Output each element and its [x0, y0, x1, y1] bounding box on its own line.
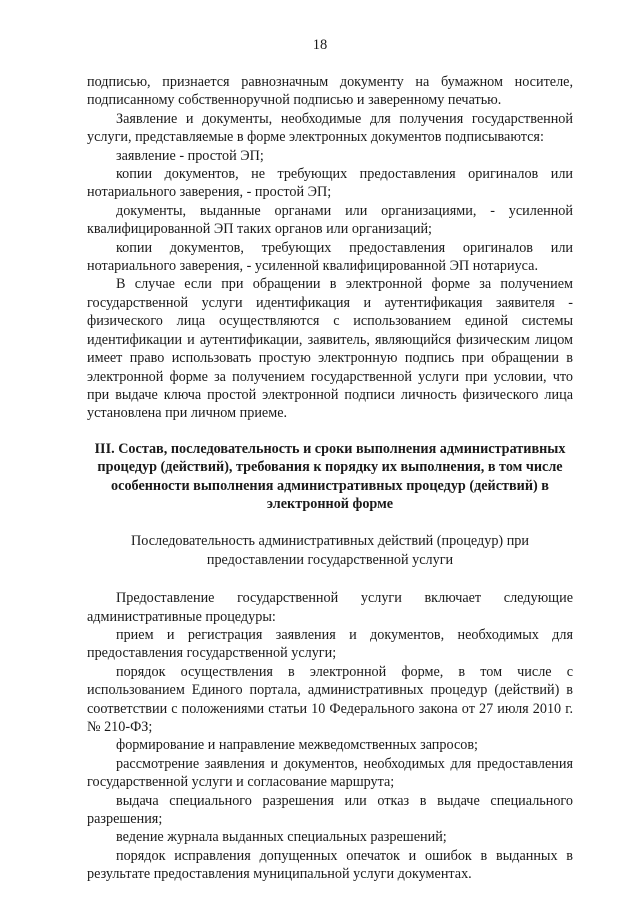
procedure-item-issuance: выдача специального разрешения или отказ в выдаче специального разрешения; [87, 792, 573, 828]
section-heading: III. Состав, последовательность и сроки выполнения административных процедур (действий), требования к порядку их выполнения, в том числе особенности выполнения административных процедур (действий) в электронной форме [94, 440, 566, 512]
document-body [87, 73, 573, 884]
subsection-heading: Последовательность административных действий (процедур) при предоставлении государственной услуги [131, 533, 529, 568]
procedure-item-requests: формирование и направление межведомственных запросов; [116, 737, 478, 754]
paragraph-procedures-intro: Предоставление государственной услуги включает следующие административные процедуры: [87, 590, 573, 625]
list-item-application: заявление - простой ЭП; [116, 147, 264, 164]
procedure-item-review: рассмотрение заявления и документов, необходимых для предоставления государственной услуги и согласование маршрута; [87, 755, 573, 791]
list-item-copies-notary: копии документов, требующих предоставления оригиналов или нотариального заверения, - усиленной квалифицированной ЭП нотариуса. [87, 239, 573, 275]
paragraph-signature-equivalence: подписью, признается равнозначным документу на бумажном носителе, подписанному собственноручной подписью и заверенному печатью. [87, 74, 573, 109]
list-item-copies-simple: копии документов, не требующих предоставления оригиналов или нотариального заверения, - простой ЭП; [87, 166, 573, 201]
paragraph-electronic-identification: В случае если при обращении в электронной форме за получением государственной услуги идентификация и аутентификация заявителя - физического лица осуществляются с использованием единой системы идентификации и аутентификации, заявитель, являющийся физическим лицом имеет право использовать простую электронную подпись при обращении в электронной форме за получением государственной услуги при условии, что при выдаче ключа простой электронной подписи личность физического лица установлена при личном приеме. [87, 276, 573, 422]
procedure-item-corrections: порядок исправления допущенных опечаток и ошибок в выданных в результате предоставления муниципальной услуги документах. [87, 847, 573, 883]
procedure-item-journal: ведение журнала выданных специальных разрешений; [116, 829, 447, 846]
procedure-item-electronic: порядок осуществления в электронной форме, в том числе с использованием Единого портала, административных процедур (действий) в соответствии с положениями статьи 10 Федерального закона от 27 июля 2010 г. № 210-ФЗ; [87, 663, 573, 735]
page-number: 18 [312, 37, 328, 53]
procedure-item-reception: прием и регистрация заявления и документов, необходимых для предоставления государственной услуги; [87, 626, 573, 662]
list-item-issued-documents: документы, выданные органами или организациями, - усиленной квалифицированной ЭП таких органов или организаций; [87, 202, 573, 238]
paragraph-signing-requirements: Заявление и документы, необходимые для получения государственной услуги, представляемые в форме электронных документов подписываются: [87, 110, 573, 146]
